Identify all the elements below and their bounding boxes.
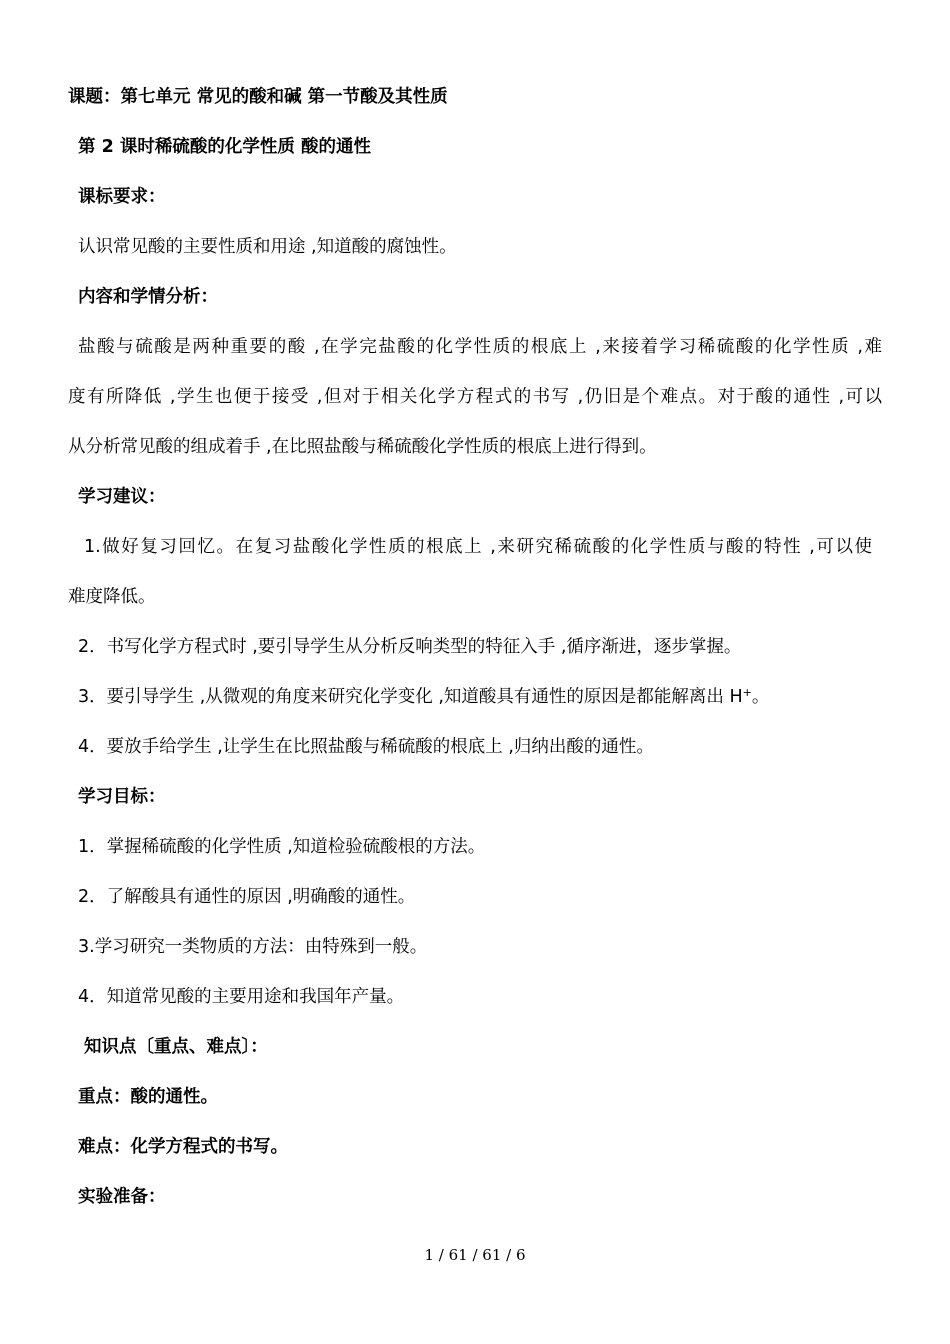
key-point: 重点：酸的通性。 bbox=[78, 1087, 218, 1107]
advice-item-2: 2．书写化学方程式时 ,要引导学生从分析反响类型的特征入手 ,循序渐进，逐步掌握。 bbox=[78, 637, 742, 657]
difficult-point: 难点：化学方程式的书写。 bbox=[78, 1137, 288, 1157]
heading-knowledge: 知识点〔重点、难点〕： bbox=[84, 1037, 268, 1057]
heading-experiment-prep: 实验准备： bbox=[78, 1187, 166, 1207]
heading-analysis: 内容和学情分析： bbox=[78, 287, 218, 307]
advice-item-3 bbox=[78, 685, 898, 709]
heading-requirements: 课标要求： bbox=[78, 187, 166, 207]
advice-item-1: 1.做好复习回忆。在复习盐酸化学性质的根底上 ,来研究稀硫酸的化学性质与酸的特性 ,可以使 bbox=[84, 537, 872, 557]
advice-item-3-text: 3．要引导学生 ,从微观的角度来研究化学变化 ,知道酸具有通性的原因是都能解离出 H bbox=[78, 687, 743, 707]
goal-item-2: 2．了解酸具有通性的原因 ,明确酸的通性。 bbox=[78, 887, 416, 907]
lesson-subtitle: 第 2 课时稀硫酸的化学性质 酸的通性 bbox=[78, 137, 371, 157]
goal-item-3: 3.学习研究一类物质的方法：由特殊到一般。 bbox=[78, 937, 428, 957]
analysis-line-1: 盐酸与硫酸是两种重要的酸 ,在学完盐酸的化学性质的根底上 ,来接着学习稀硫酸的化学性质 ,难 bbox=[78, 337, 882, 357]
heading-goals: 学习目标： bbox=[78, 787, 166, 807]
goal-item-1: 1．掌握稀硫酸的化学性质 ,知道检验硫酸根的方法。 bbox=[78, 837, 486, 857]
page-number-footer: 1 / 61 / 61 / 6 bbox=[424, 1246, 526, 1264]
advice-item-1-cont: 难度降低。 bbox=[68, 587, 156, 607]
hydrogen-ion-charge: + bbox=[742, 686, 752, 699]
goal-item-4: 4．知道常见酸的主要用途和我国年产量。 bbox=[78, 987, 405, 1007]
analysis-line-2: 度有所降低 ,学生也便于接受 ,但对于相关化学方程式的书写 ,仍旧是个难点。对于酸的通性 ,可以 bbox=[68, 387, 882, 407]
requirements-text: 认识常见酸的主要性质和用途 ,知道酸的腐蚀性。 bbox=[78, 237, 457, 257]
advice-item-4: 4．要放手给学生 ,让学生在比照盐酸与稀硫酸的根底上 ,归纳出酸的通性。 bbox=[78, 737, 654, 757]
heading-advice: 学习建议： bbox=[78, 487, 166, 507]
lesson-title: 课题：第七单元 常见的酸和碱 第一节酸及其性质 bbox=[68, 87, 448, 107]
advice-item-3-end: 。 bbox=[751, 687, 770, 707]
analysis-line-3: 从分析常见酸的组成着手 ,在比照盐酸与稀硫酸化学性质的根底上进行得到。 bbox=[68, 437, 657, 457]
